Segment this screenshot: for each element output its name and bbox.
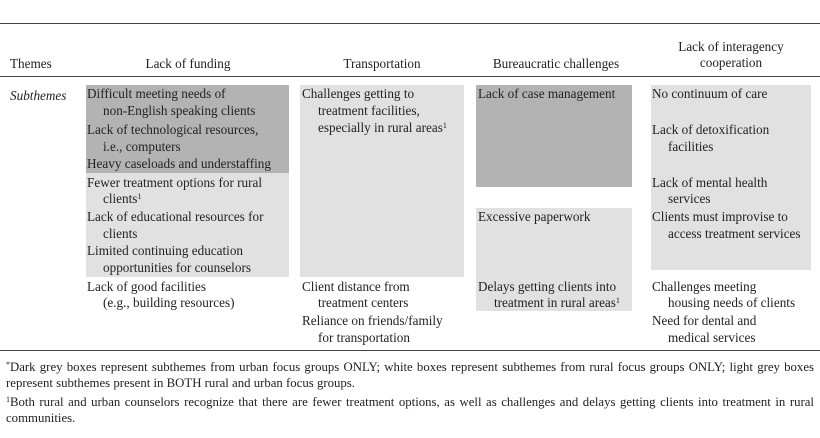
list-item: treatment facilities, <box>318 103 420 118</box>
header-themes: Themes <box>10 56 52 71</box>
list-item: especially in rural areas$^1$ <box>318 120 447 135</box>
list-item: medical services <box>668 330 756 345</box>
top-rule <box>0 23 820 24</box>
list-item: for transportation <box>318 330 410 345</box>
header-rule <box>0 76 820 77</box>
footnote-1-mark: 1 <box>615 296 620 305</box>
list-item: treatment in rural areas$^1$ <box>494 295 620 310</box>
header-transportation: Transportation <box>343 56 421 71</box>
footnote-one-mark: 1 <box>6 395 10 404</box>
list-item: Reliance on friends/family <box>302 313 443 328</box>
footnote-1-mark: 1 <box>137 192 142 201</box>
list-item: Clients must improvise to <box>652 209 788 224</box>
header-interagency-line2: cooperation <box>699 55 763 70</box>
list-item: i.e., computers <box>103 139 181 154</box>
list-item: clients <box>103 226 138 241</box>
list-item: Lack of educational resources for <box>87 209 264 224</box>
list-item: Challenges meeting <box>652 279 757 294</box>
footnote-1-mark: 1 <box>442 121 447 130</box>
list-item: Client distance from <box>302 279 410 294</box>
list-item: clients$^1$ <box>103 191 142 206</box>
list-item: Difficult meeting needs of <box>87 86 226 101</box>
list-item: Fewer treatment options for rural <box>87 175 263 190</box>
list-item: Lack of technological resources, <box>87 122 259 137</box>
list-item: Lack of detoxification <box>652 122 770 137</box>
footnote-one: $^1$Both rural and urban counselors recognize that there are fewer treatment options, as well as challenges and delays getting clients into treatment in rural communities. <box>6 395 814 425</box>
list-item: Delays getting clients into <box>478 279 617 294</box>
header-interagency-line1: Lack of interagency <box>678 39 784 54</box>
header-lack-of-funding: Lack of funding <box>145 56 231 71</box>
header-bureaucratic-challenges: Bureaucratic challenges <box>492 56 620 71</box>
list-item: access treatment services <box>668 226 801 241</box>
bottom-rule <box>0 350 820 351</box>
list-item: Excessive paperwork <box>478 209 591 224</box>
list-item: services <box>668 191 711 206</box>
row-label-subthemes: Subthemes <box>10 88 67 103</box>
list-item: non-English speaking clients <box>103 103 256 118</box>
list-item: treatment centers <box>318 295 409 310</box>
footnote-star-mark: * <box>6 360 10 369</box>
list-item: Limited continuing education <box>87 243 244 258</box>
list-item: Lack of mental health <box>652 175 768 190</box>
list-item: facilities <box>668 139 714 154</box>
list-item: Challenges getting to <box>302 86 415 101</box>
list-item: Heavy caseloads and understaffing <box>87 156 271 171</box>
list-item: (e.g., building resources) <box>103 295 235 310</box>
footnote-star: *Dark grey boxes represent subthemes from urban focus groups ONLY; white boxes represent subthemes from rural focus groups ONLY; light grey boxes represent subthemes present in BOTH rural and urban focus groups. <box>6 360 814 390</box>
list-item: Lack of case management <box>478 86 616 101</box>
list-item: Need for dental and <box>652 313 757 328</box>
list-item: Lack of good facilities <box>87 279 207 294</box>
list-item: housing needs of clients <box>668 295 796 310</box>
list-item: No continuum of care <box>652 86 768 101</box>
list-item: opportunities for counselors <box>103 260 251 275</box>
